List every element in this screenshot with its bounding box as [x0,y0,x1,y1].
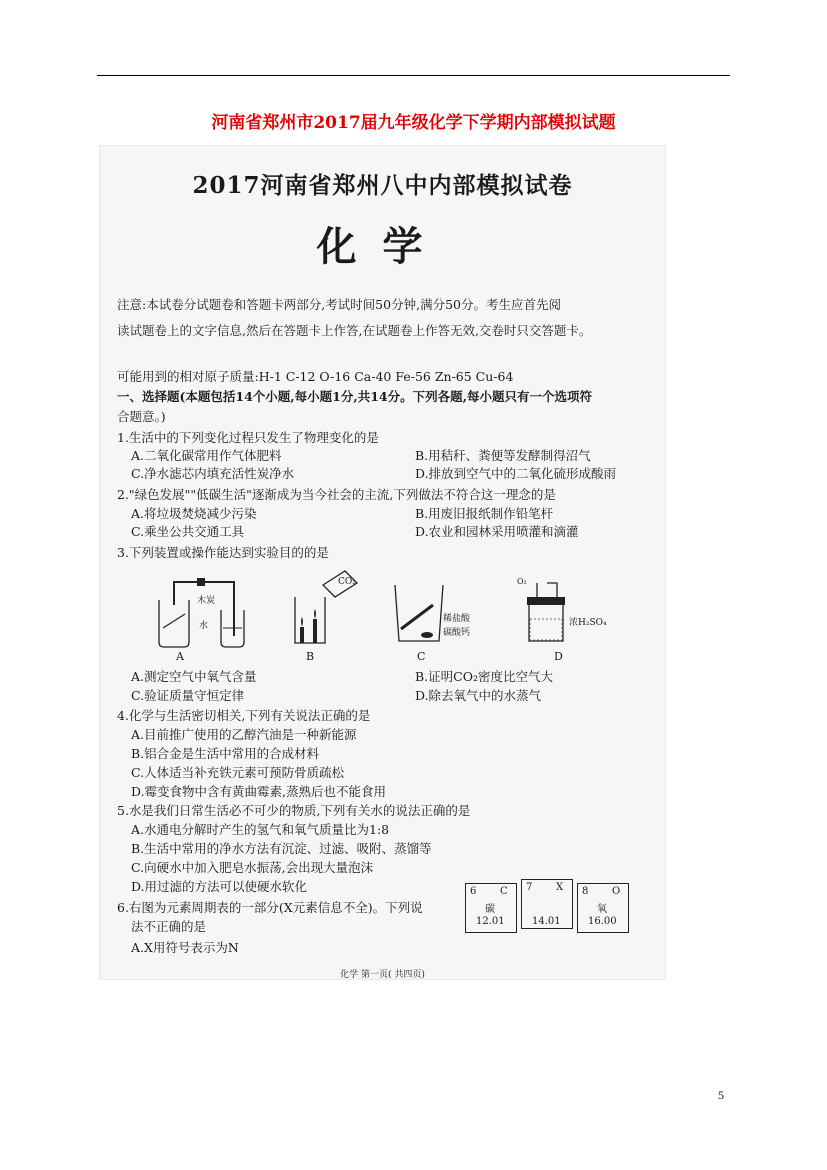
element-mass: 16.00 [588,916,617,927]
element-cell-oxygen [577,883,629,933]
q3-option-c: C.验证质量守恒定律 [131,688,245,703]
element-number: 8 [582,886,589,897]
question-4: 4.化学与生活密切相关,下列有关说法正确的是 [117,708,371,723]
q5-option-b: B.生活中常用的净水方法有沉淀、过滤、吸附、蒸馏等 [131,841,432,856]
label-fig-d: D [554,650,563,663]
q2-option-a: A.将垃圾焚烧减少污染 [131,506,257,521]
q5-option-c: C.向硬水中加入肥皂水振荡,会出现大量泡沫 [131,860,374,875]
element-symbol: C [500,886,508,897]
element-cell-carbon [465,883,517,933]
element-number: 6 [470,886,477,897]
q1-option-c: C.净水滤芯内填充活性炭净水 [131,466,295,481]
scanned-exam-page [99,145,666,980]
question-3: 3.下列装置或操作能达到实验目的的是 [117,545,329,560]
label-caco3: 碳酸钙 [443,628,471,638]
page-number: 5 [718,1088,724,1102]
q3-option-d: D.除去氧气中的水蒸气 [415,688,542,703]
element-mass: 12.01 [476,916,505,927]
q1-option-a: A.二氧化碳常用作气体肥料 [131,448,282,463]
label-fig-b: B [306,650,315,663]
label-water: 水 [199,621,209,631]
element-mass: 14.01 [532,916,561,927]
apparatus-b-figure [287,567,372,649]
q4-option-a: A.目前推广使用的乙醇汽油是一种新能源 [131,727,357,742]
apparatus-a-figure [139,570,259,650]
q1-option-b: B.用秸秆、粪便等发酵制得沼气 [415,448,591,463]
notice-line-2: 读试题卷上的文字信息,然后在答题卡上作答,在试题卷上作答无效,交卷时只交答题卡。 [117,323,592,338]
q1-option-d: D.排放到空气中的二氧化硫形成酸雨 [415,466,617,481]
q4-option-d: D.霉变食物中含有黄曲霉素,蒸熟后也不能食用 [131,784,387,799]
element-symbol: X [556,882,564,893]
apparatus-c-figure [389,581,449,645]
header-rule [97,75,730,76]
question-2: 2."绿色发展""低碳生活"逐渐成为当今社会的主流,下列做法不符合这一理念的是 [117,487,556,502]
element-cell-x [521,879,573,929]
q2-option-b: B.用废旧报纸制作铅笔杆 [415,506,554,521]
question-5: 5.水是我们日常生活必不可少的物质,下列有关水的说法正确的是 [117,803,471,818]
element-number: 7 [526,882,533,893]
element-name: 碳 [485,904,495,915]
atomic-mass-line: 可能用到的相对原子质量:H-1 C-12 O-16 Ca-40 Fe-56 Zn-65 Cu-64 [117,369,514,384]
question-6-line-1: 6.右图为元素周期表的一部分(X元素信息不全)。下列说 [117,900,423,915]
label-o2: O₂ [517,577,527,586]
exam-title: 2017河南省郑州八中内部模拟试卷 [192,172,573,199]
q5-option-a: A.水通电分解时产生的氢气和氧气质量比为1:8 [131,822,390,837]
label-h2so4: 浓H₂SO₄ [569,618,607,628]
document-title: 河南省郑州市2017届九年级化学下学期内部模拟试题 [211,113,616,133]
q6-option-a: A.X用符号表示为N [131,940,239,955]
label-fig-c: C [417,650,426,663]
section-1-line-1: 一、选择题(本题包括14个小题,每小题1分,共14分。下列各题,每小题只有一个选项符 [117,389,592,404]
label-fig-a: A [176,650,184,663]
section-1-line-2: 合题意。) [117,409,166,424]
label-hcl: 稀盐酸 [443,614,471,624]
label-co2: CO₂ [338,577,356,587]
q5-option-d: D.用过滤的方法可以使硬水软化 [131,879,308,894]
subject-title: 化学 [316,223,449,270]
q2-option-c: C.乘坐公共交通工具 [131,524,245,539]
q4-option-b: B.铝合金是生活中常用的合成材料 [131,746,320,761]
label-charcoal: 木炭 [197,596,216,606]
q3-option-a: A.测定空气中氧气含量 [131,669,257,684]
q3-option-b: B.证明CO₂密度比空气大 [415,669,553,684]
scan-footer: 化学 第一页( 共四页) [340,970,425,980]
element-symbol: O [612,886,621,897]
question-6-line-2: 法不正确的是 [131,919,207,934]
q4-option-c: C.人体适当补充铁元素可预防骨质疏松 [131,765,345,780]
question-1: 1.生活中的下列变化过程只发生了物理变化的是 [117,430,379,445]
element-name: 氧 [597,904,607,915]
q2-option-d: D.农业和园林采用喷灌和滴灌 [415,524,579,539]
notice-line-1: 注意:本试卷分试题卷和答题卡两部分,考试时间50分钟,满分50分。考生应首先阅 [117,297,561,312]
